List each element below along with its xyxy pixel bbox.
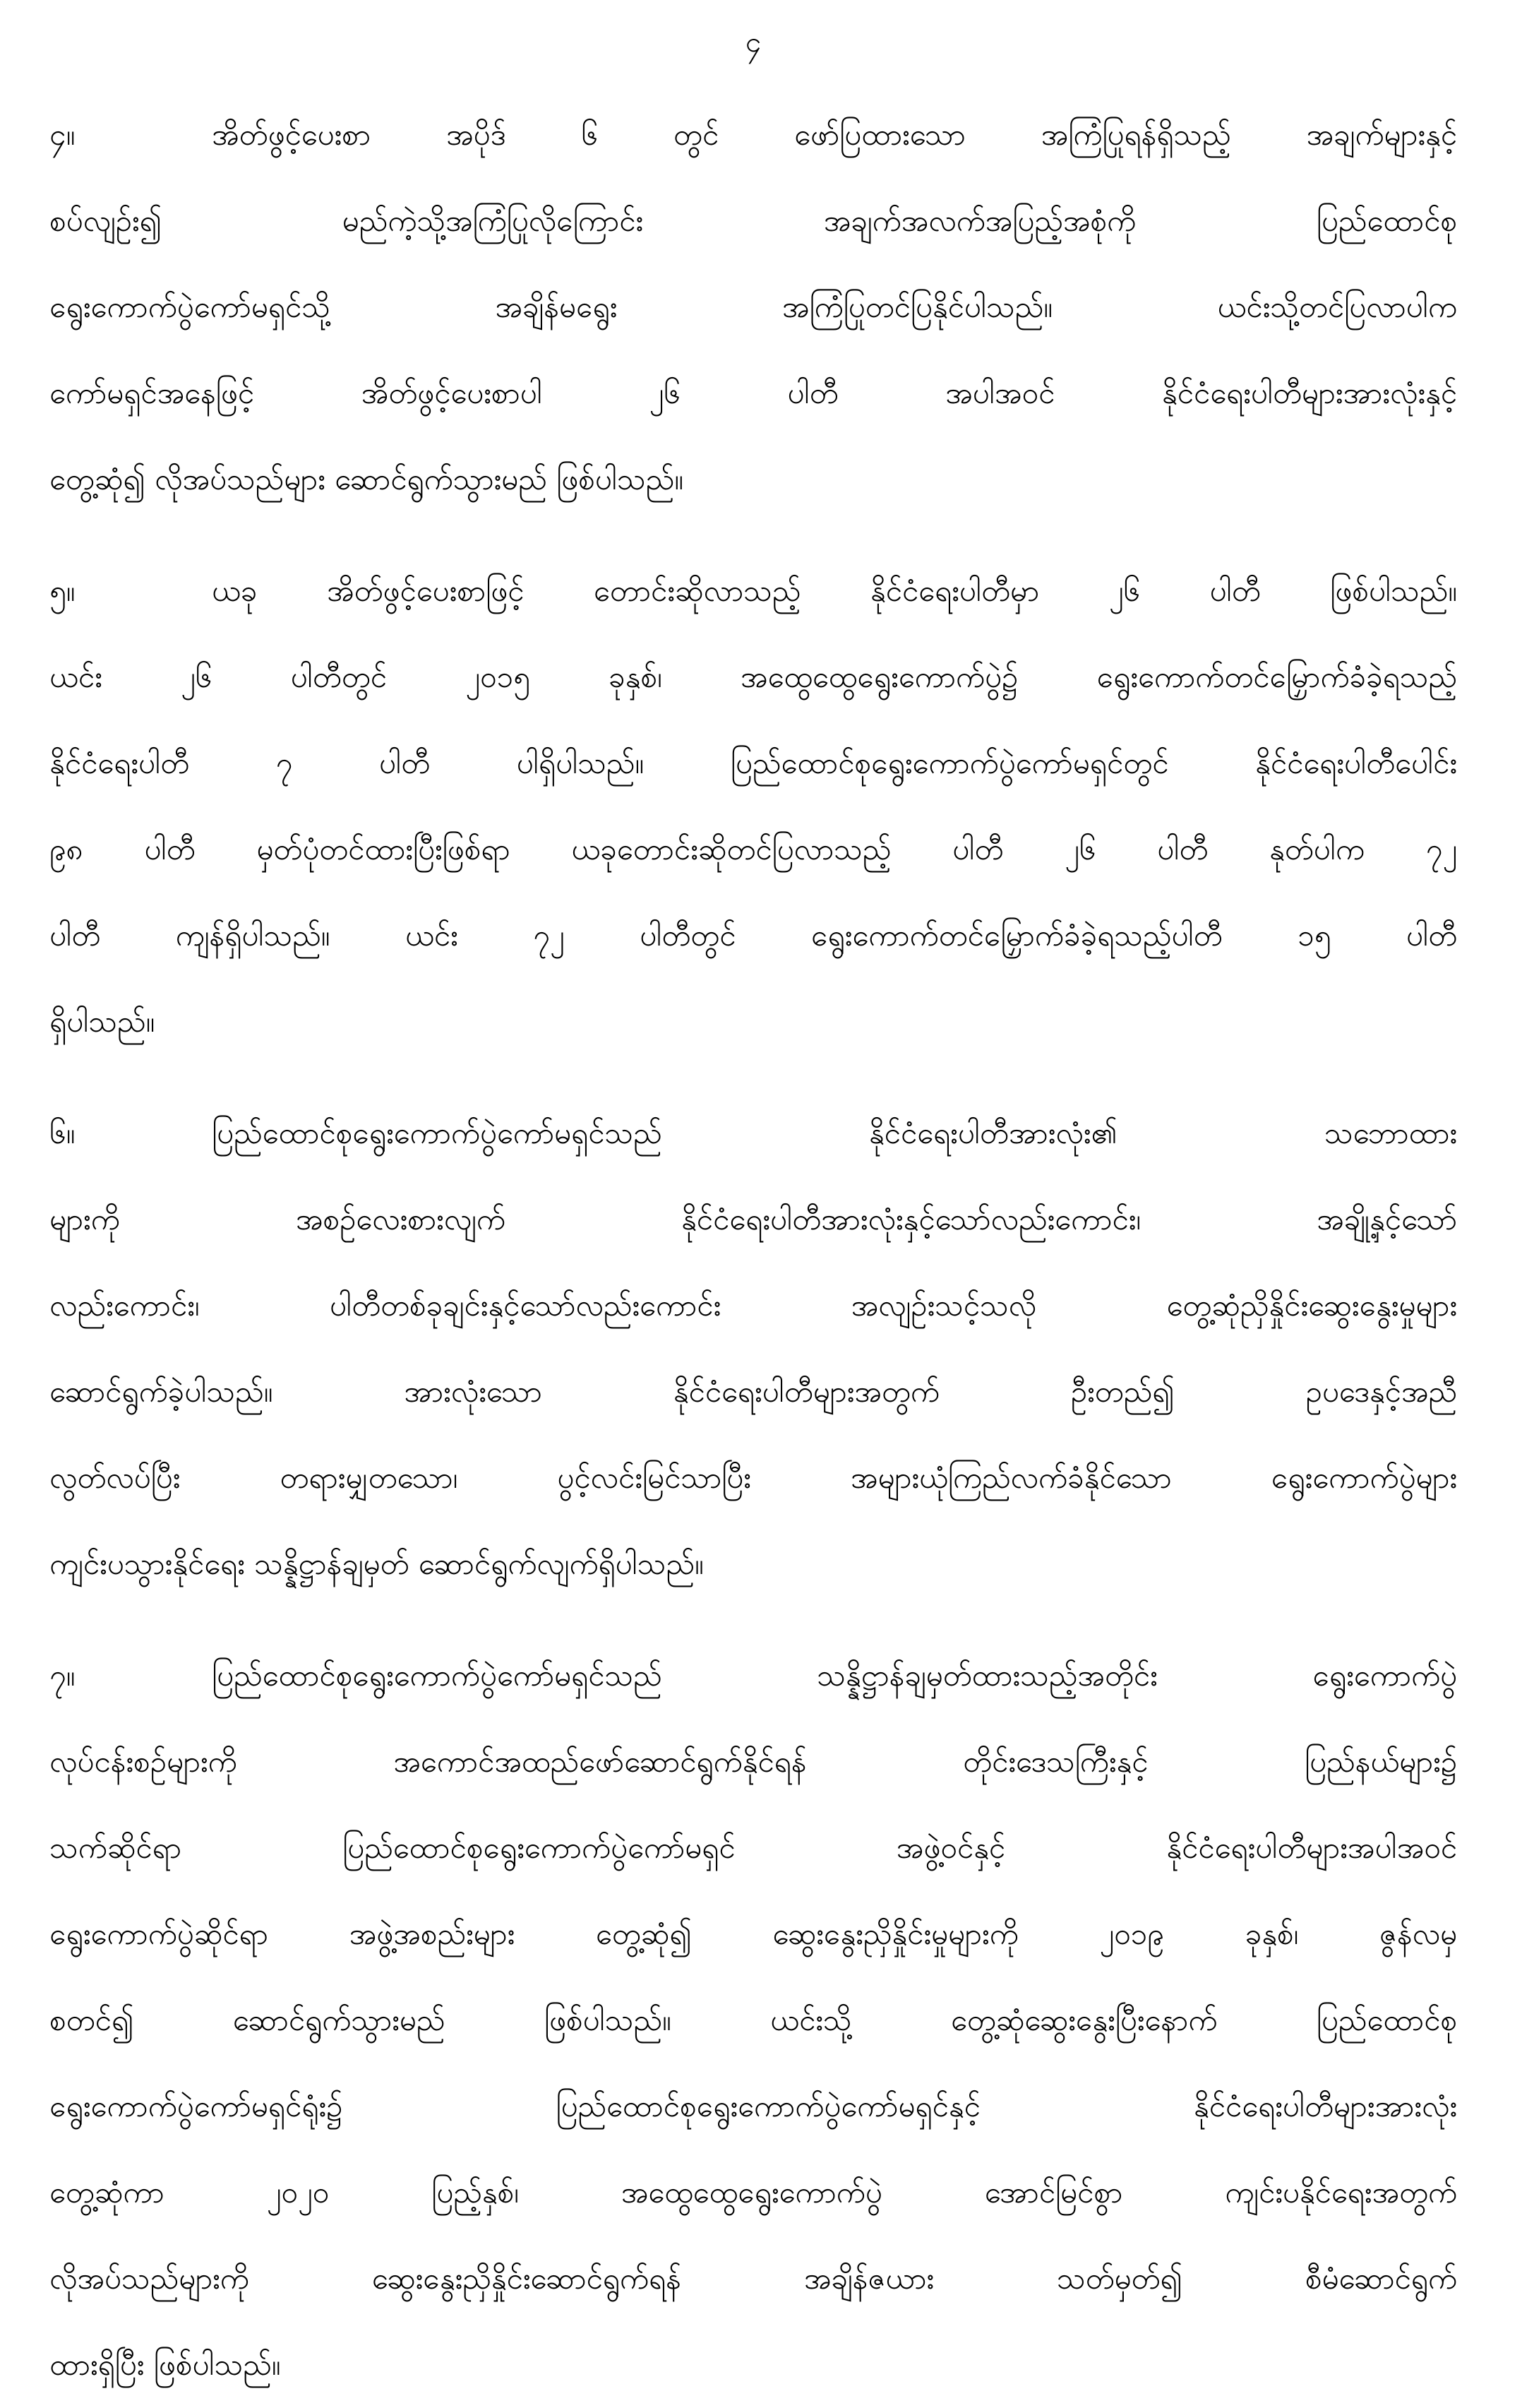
paragraph-line: လုပ်ငန်းစဉ်များကို အကောင်အထည်ဖော်ဆောင်ရွက်နိုင်ရန် တိုင်းဒေသကြီးနှင့် ပြည်နယ်များ၌ <box>49 1744 1457 1779</box>
paragraph-line <box>49 92 1457 178</box>
paragraph-line: တွေ့ဆုံကာ ၂၀၂၀ ပြည့်နှစ်၊ အထွေထွေရွေးကောက်ပွဲ အောင်မြင်စွာ ကျင်းပနိုင်ရေးအတွက် <box>49 2175 1457 2210</box>
line-text: ပြည်ထောင်စုရွေးကောက်ပွဲကော်မရှင်သည် သန္နိဋ္ဌာန်ချမှတ်ထားသည့်အတိုင်း ရွေးကောက်ပွဲ <box>212 1658 1457 1693</box>
paragraph-line: တွေ့ဆုံ၍ လိုအပ်သည်များ ဆောင်ရွက်သွားမည် ဖြစ်ပါသည်။ <box>49 462 683 496</box>
paragraph-line: ပါတီ ကျန်ရှိပါသည်။ ယင်း ၇၂ ပါတီတွင် ရွေးကောက်တင်မြှောက်ခံခဲ့ရသည့်ပါတီ ၁၅ ပါတီ <box>49 918 1457 953</box>
paragraph-line: စတင်၍ ဆောင်ရွက်သွားမည် ဖြစ်ပါသည်။ ယင်းသို့ တွေ့ဆုံဆွေးနွေးပြီးနောက် ပြည်ထောင်စု <box>49 2003 1457 2037</box>
paragraph-number: ၇။ <box>49 1658 76 1693</box>
paragraph-line: လွတ်လပ်ပြီး တရားမျှတသော၊ ပွင့်လင်းမြင်သာပြီး အများယုံကြည်လက်ခံနိုင်သော ရွေးကောက်ပွဲများ <box>49 1460 1457 1495</box>
paragraph-line: ဆောင်ရွက်ခဲ့ပါသည်။ အားလုံးသော နိုင်ငံရေးပါတီများအတွက် ဦးတည်၍ ဥပဒေနှင့်အညီ <box>49 1374 1457 1409</box>
paragraph-line: စပ်လျဉ်း၍ မည်ကဲ့သို့အကြံပြုလိုကြောင်း အချက်အလက်အပြည့်အစုံကို ပြည်ထောင်စု <box>49 203 1457 238</box>
paragraph-line: ရွေးကောက်ပွဲကော်မရှင်ရုံး၌ ပြည်ထောင်စုရွေးကောက်ပွဲကော်မရှင်နှင့် နိုင်ငံရေးပါတီများအားလုံး <box>49 2089 1457 2123</box>
paragraph-line: ထားရှိပြီး ဖြစ်ပါသည်။ <box>49 2347 281 2382</box>
paragraph-5 <box>49 548 1457 1065</box>
paragraph-line: ကျင်းပသွားနိုင်ရေး သန္နိဋ္ဌာန်ချမှတ် ဆောင်ရွက်လျက်ရှိပါသည်။ <box>49 1546 704 1581</box>
paragraph-line: လိုအပ်သည်များကို ဆွေးနွေးညှိနှိုင်းဆောင်ရွက်ရန် အချိန်ဇယား သတ်မှတ်၍ စီမံဆောင်ရွက် <box>49 2261 1457 2296</box>
paragraph-line: ရွေးကောက်ပွဲကော်မရှင်သို့ အချိန်မရွေး အကြံပြုတင်ပြနိုင်ပါသည်။ ယင်းသို့တင်ပြလာပါက <box>49 290 1457 324</box>
paragraph-4 <box>49 92 1457 523</box>
paragraph-number: ၅။ <box>49 573 76 608</box>
paragraph-line <box>49 1633 1457 1719</box>
page-number: ၄ <box>745 26 762 59</box>
paragraph-line: ကော်မရှင်အနေဖြင့် အိတ်ဖွင့်ပေးစာပါ ၂၆ ပါတီ အပါအဝင် နိုင်ငံရေးပါတီများအားလုံးနှင့် <box>49 376 1457 410</box>
paragraph-number: ၄။ <box>49 117 76 152</box>
paragraph-line: ရွေးကောက်ပွဲဆိုင်ရာ အဖွဲ့အစည်းများ တွေ့ဆုံ၍ ဆွေးနွေးညှိနှိုင်းမှုများကို ၂၀၁၉ ခုနှစ်၊ ဇွန်လမှ <box>49 1917 1457 1951</box>
paragraph-line: သက်ဆိုင်ရာ ပြည်ထောင်စုရွေးကောက်ပွဲကော်မရှင် အဖွဲ့ဝင်နှင့် နိုင်ငံရေးပါတီများအပါအဝင် <box>49 1830 1457 1865</box>
paragraph-line: ရှိပါသည်။ <box>49 1004 155 1039</box>
paragraph-line <box>49 548 1457 634</box>
paragraph-line: နိုင်ငံရေးပါတီ ၇ ပါတီ ပါရှိပါသည်။ ပြည်ထောင်စုရွေးကောက်ပွဲကော်မရှင်တွင် နိုင်ငံရေးပါတီပေါင်း <box>49 746 1457 780</box>
paragraph-7 <box>49 1633 1457 2408</box>
line-text: အိတ်ဖွင့်ပေးစာ အပိုဒ် ၆ တွင် ဖော်ပြထားသော အကြံပြုရန်ရှိသည့် အချက်များနှင့် <box>212 117 1457 152</box>
paragraph-line <box>49 1090 1457 1176</box>
paragraph-6 <box>49 1090 1457 1607</box>
paragraph-number: ၆။ <box>49 1116 76 1150</box>
paragraph-line: ၉၈ ပါတီ မှတ်ပုံတင်ထားပြီးဖြစ်ရာ ယခုတောင်းဆိုတင်ပြလာသည့် ပါတီ ၂၆ ပါတီ နုတ်ပါက ၇၂ <box>49 832 1457 866</box>
paragraph-line: ယင်း ၂၆ ပါတီတွင် ၂၀၁၅ ခုနှစ်၊ အထွေထွေရွေးကောက်ပွဲ၌ ရွေးကောက်တင်မြှောက်ခံခဲ့ရသည့် <box>49 660 1457 694</box>
line-text: ပြည်ထောင်စုရွေးကောက်ပွဲကော်မရှင်သည် နိုင်ငံရေးပါတီအားလုံး၏ သဘောထား <box>212 1116 1457 1150</box>
paragraph-line: လည်းကောင်း၊ ပါတီတစ်ခုချင်းနှင့်သော်လည်းကောင်း အလျဉ်းသင့်သလို တွေ့ဆုံညှိနှိုင်းဆွေးနွေးမှုများ <box>49 1288 1457 1323</box>
paragraph-line: များကို အစဉ်လေးစားလျက် နိုင်ငံရေးပါတီအားလုံးနှင့်သော်လည်းကောင်း၊ အချို့နှင့်သော် <box>49 1202 1457 1236</box>
line-text: ယခု အိတ်ဖွင့်ပေးစာဖြင့် တောင်းဆိုလာသည့် နိုင်ငံရေးပါတီမှာ ၂၆ ပါတီ ဖြစ်ပါသည်။ <box>212 573 1457 608</box>
